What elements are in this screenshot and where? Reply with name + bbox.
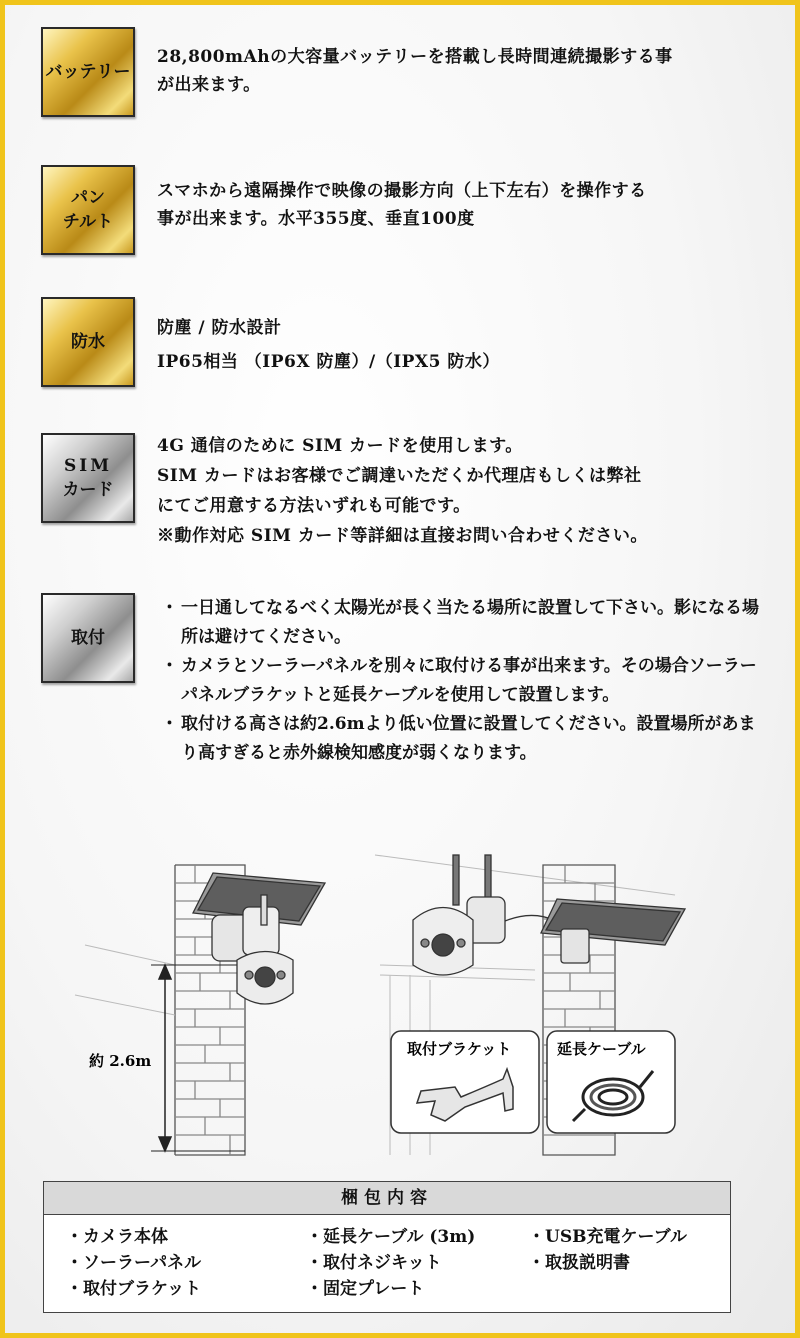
waterproof-line-1: 防塵 / 防水設計 — [157, 318, 282, 338]
battery-badge — [41, 27, 135, 117]
package-item: ・ 延長ケーブル (3m) — [306, 1224, 475, 1250]
battery-description — [157, 43, 673, 99]
waterproof-badge — [41, 297, 135, 387]
mount-instructions — [163, 594, 763, 768]
mount-bullet-3: ・ 取付ける高さは約2.6mより低い位置に設置してください。設置場所があまり高すぎると赤外線検知感度が弱くなります。 — [163, 710, 763, 768]
sim-line-2: SIM カードはお客様でご調達いただくか代理店もしくは弊社 — [157, 466, 642, 486]
sim-badge-line-2: カード — [62, 480, 114, 500]
mount-bullet-2: ・ カメラとソーラーパネルを別々に取付ける事が出来ます。その場合ソーラーパネルブラケットと延長ケーブルを使用して設置します。 — [163, 652, 763, 710]
package-item: ・ 取付ブラケット — [66, 1276, 201, 1302]
package-item: ・ 取扱説明書 — [528, 1250, 687, 1276]
bracket-label: 取付ブラケット — [407, 1040, 512, 1058]
package-item: ・ USB充電ケーブル — [528, 1224, 687, 1250]
mount-badge — [41, 593, 135, 683]
pan-tilt-line-2: 事が出来ます。水平355度、垂直100度 — [157, 209, 475, 229]
cable-label: 延長ケーブル — [557, 1040, 646, 1058]
package-column-1 — [66, 1224, 201, 1302]
sim-line-1: 4G 通信のために SIM カードを使用します。 — [157, 436, 523, 456]
pan-tilt-line-1: スマホから遠隔操作で映像の撮影方向（上下左右）を操作する — [157, 181, 647, 201]
waterproof-description — [157, 311, 500, 379]
package-title: 梱包内容 — [44, 1182, 730, 1215]
height-arrow — [151, 965, 245, 1151]
pan-tilt-badge-line-2: チルト — [62, 212, 114, 232]
battery-line-2: が出来ます。 — [157, 75, 261, 95]
package-item: ・ 固定プレート — [306, 1276, 475, 1302]
waterproof-badge-label: 防水 — [71, 332, 105, 352]
mount-bullet-1: ・ 一日通してなるべく太陽光が長く当たる場所に設置して下さい。影になる場所は避けてください。 — [163, 594, 763, 652]
pan-tilt-badge-line-1: パン — [71, 188, 105, 208]
installation-illustration — [65, 825, 705, 1165]
sim-badge-line-1: SIM — [63, 456, 113, 476]
left-camera — [193, 873, 325, 1004]
right-camera — [413, 855, 685, 975]
sim-badge — [41, 433, 135, 523]
battery-line-1: 28,800mAhの大容量バッテリーを搭載し長時間連続撮影する事 — [157, 47, 673, 67]
package-item: ・ ソーラーパネル — [66, 1250, 201, 1276]
battery-badge-label: バッテリー — [45, 62, 131, 82]
package-contents — [43, 1181, 731, 1313]
pan-tilt-badge — [41, 165, 135, 255]
package-item: ・ 取付ネジキット — [306, 1250, 475, 1276]
sim-line-4: ※動作対応 SIM カード等詳細は直接お問い合わせください。 — [157, 526, 648, 546]
waterproof-line-2: IP65相当 （IP6X 防塵）/（IPX5 防水） — [157, 352, 500, 372]
package-item: ・ カメラ本体 — [66, 1224, 201, 1250]
pan-tilt-description — [157, 177, 647, 233]
height-label: 約 2.6m — [89, 1052, 152, 1070]
package-column-2 — [306, 1224, 475, 1302]
sim-line-3: にてご用意する方法いずれも可能です。 — [157, 496, 471, 516]
package-column-3 — [528, 1224, 687, 1276]
sim-description — [157, 431, 648, 551]
mount-badge-label: 取付 — [71, 628, 105, 648]
